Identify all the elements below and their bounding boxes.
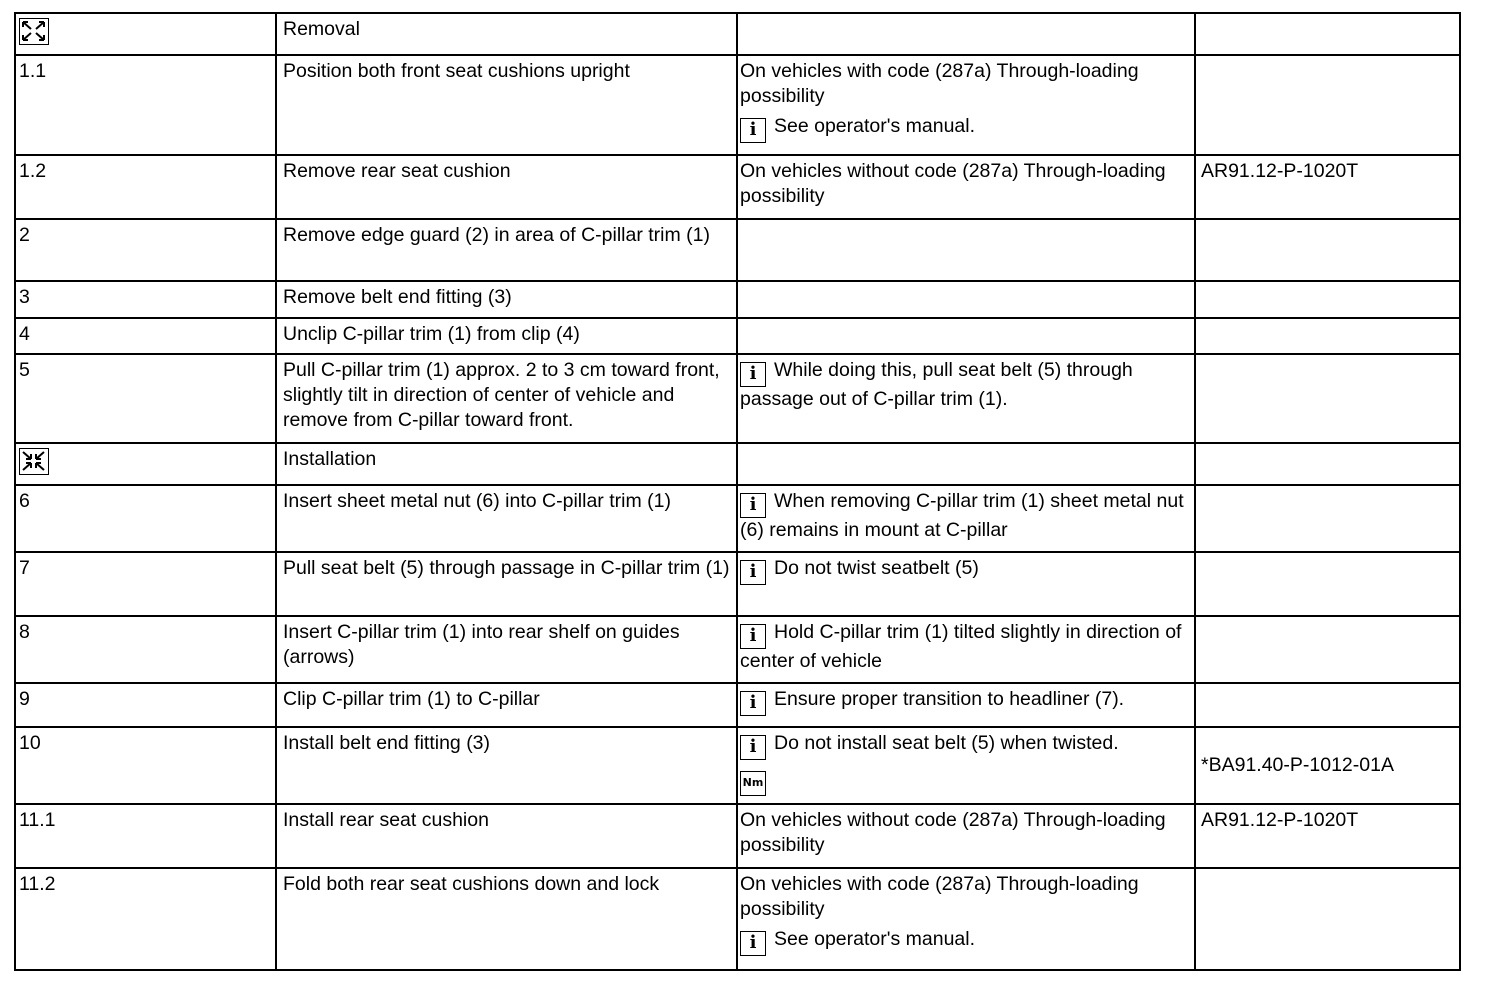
table-row	[15, 485, 1460, 552]
table-row	[15, 13, 1460, 55]
note-cell	[737, 13, 1195, 55]
reference-cell	[1195, 318, 1460, 354]
step-number-cell	[15, 443, 276, 485]
reference-cell	[1195, 485, 1460, 552]
step-text-cell: Clip C-pillar trim (1) to C-pillar	[276, 683, 737, 727]
note-cell: i While doing this, pull seat belt (5) through passage out of C-pillar trim (1).	[737, 354, 1195, 443]
reference-cell	[1195, 683, 1460, 727]
table-row	[15, 281, 1460, 318]
step-number-cell: 10	[15, 727, 276, 804]
info-icon: i	[740, 493, 766, 518]
info-icon: i	[740, 624, 766, 649]
info-icon: i	[740, 362, 766, 387]
table-row	[15, 443, 1460, 485]
reference-cell	[1195, 443, 1460, 485]
step-text-cell: Remove rear seat cushion	[276, 155, 737, 219]
table-row	[15, 55, 1460, 155]
note-cell	[737, 443, 1195, 485]
reference-link[interactable]: AR91.12-P-1020T	[1201, 160, 1359, 182]
section-heading-installation: Installation	[283, 448, 377, 470]
installation-icon	[19, 448, 49, 475]
step-number-cell: 5	[15, 354, 276, 443]
removal-icon	[19, 18, 49, 45]
reference-cell	[1195, 219, 1460, 281]
reference-cell	[1195, 13, 1460, 55]
table-row	[15, 219, 1460, 281]
step-text-cell	[276, 443, 737, 485]
reference-cell	[1195, 155, 1460, 219]
reference-cell	[1195, 727, 1460, 804]
step-number-cell: 3	[15, 281, 276, 318]
reference-link[interactable]: *BA91.40-P-1012-01A	[1201, 754, 1394, 776]
table-row	[15, 683, 1460, 727]
step-text-cell: Fold both rear seat cushions down and lock	[276, 868, 737, 970]
step-number-cell: 11.1	[15, 804, 276, 868]
note-cell: On vehicles with code (287a) Through-loading possibility i See operator's manual.	[737, 55, 1195, 155]
step-number-cell: 2	[15, 219, 276, 281]
table-row	[15, 318, 1460, 354]
reference-cell	[1195, 868, 1460, 970]
note-cell	[737, 281, 1195, 318]
info-icon: i	[740, 691, 766, 716]
table-row	[15, 155, 1460, 219]
step-text-cell: Insert C-pillar trim (1) into rear shelf on guides (arrows)	[276, 616, 737, 683]
note-cell: i Ensure proper transition to headliner (7).	[737, 683, 1195, 727]
reference-cell	[1195, 552, 1460, 616]
info-icon: i	[740, 118, 766, 143]
note-cell: i Hold C-pillar trim (1) tilted slightly in direction of center of vehicle	[737, 616, 1195, 683]
step-number-cell: 8	[15, 616, 276, 683]
note-cell: i When removing C-pillar trim (1) sheet metal nut (6) remains in mount at C-pillar	[737, 485, 1195, 552]
step-number-cell: 7	[15, 552, 276, 616]
note-cell	[737, 219, 1195, 281]
table-row	[15, 868, 1460, 970]
table-row	[15, 354, 1460, 443]
torque-icon: Nm	[740, 771, 766, 796]
note-cell: On vehicles without code (287a) Through-loading possibility	[737, 804, 1195, 868]
step-text-cell	[276, 13, 737, 55]
info-icon: i	[740, 560, 766, 585]
section-heading-removal: Removal	[283, 18, 360, 40]
table-row	[15, 616, 1460, 683]
step-text-cell: Unclip C-pillar trim (1) from clip (4)	[276, 318, 737, 354]
step-number-cell: 1.1	[15, 55, 276, 155]
reference-cell	[1195, 55, 1460, 155]
note-cell	[737, 318, 1195, 354]
step-text-cell: Remove belt end fitting (3)	[276, 281, 737, 318]
reference-cell	[1195, 281, 1460, 318]
step-text-cell: Pull C-pillar trim (1) approx. 2 to 3 cm toward front, slightly tilt in direction of center of vehicle and remove from C-pillar toward front.	[276, 354, 737, 443]
step-text-cell: Remove edge guard (2) in area of C-pillar trim (1)	[276, 219, 737, 281]
table-row	[15, 552, 1460, 616]
reference-link[interactable]: AR91.12-P-1020T	[1201, 809, 1359, 831]
reference-cell	[1195, 616, 1460, 683]
step-text-cell: Pull seat belt (5) through passage in C-pillar trim (1)	[276, 552, 737, 616]
procedure-table	[14, 12, 1461, 971]
step-number-cell: 4	[15, 318, 276, 354]
note-cell: On vehicles without code (287a) Through-loading possibility	[737, 155, 1195, 219]
step-number-cell: 9	[15, 683, 276, 727]
step-text-cell: Insert sheet metal nut (6) into C-pillar trim (1)	[276, 485, 737, 552]
step-number-cell: 11.2	[15, 868, 276, 970]
step-number-cell: 6	[15, 485, 276, 552]
reference-cell	[1195, 354, 1460, 443]
info-icon: i	[740, 735, 766, 760]
reference-cell	[1195, 804, 1460, 868]
note-cell: On vehicles with code (287a) Through-loading possibility i See operator's manual.	[737, 868, 1195, 970]
note-cell: i Do not twist seatbelt (5)	[737, 552, 1195, 616]
step-text-cell: Position both front seat cushions upright	[276, 55, 737, 155]
step-text-cell: Install rear seat cushion	[276, 804, 737, 868]
step-number-cell	[15, 13, 276, 55]
table-row	[15, 804, 1460, 868]
note-cell: i Do not install seat belt (5) when twisted. Nm	[737, 727, 1195, 804]
table-row	[15, 727, 1460, 804]
step-text-cell: Install belt end fitting (3)	[276, 727, 737, 804]
info-icon: i	[740, 931, 766, 956]
step-number-cell: 1.2	[15, 155, 276, 219]
